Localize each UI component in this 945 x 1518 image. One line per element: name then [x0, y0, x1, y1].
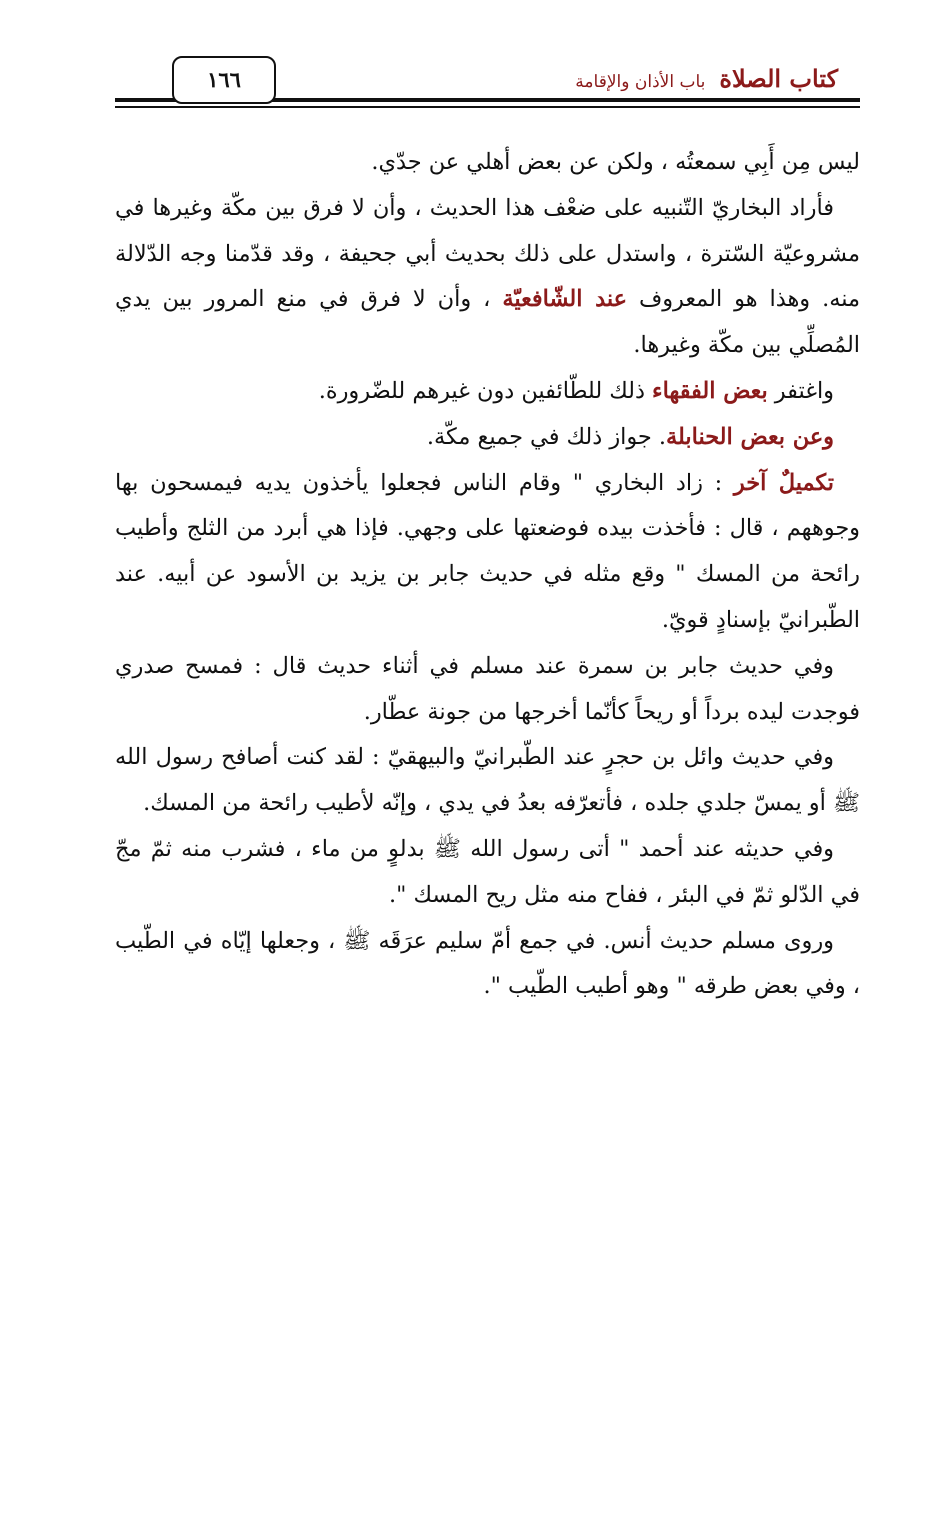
- text-segment: . جواز ذلك في جميع مكّة.: [426, 423, 666, 450]
- paragraph: [115, 140, 860, 186]
- book-title: كتاب الصلاة: [719, 64, 838, 93]
- paragraph: [115, 415, 860, 461]
- text-segment: وفي حديثه عند أحمد " أتى رسول الله ﷺ بدلوٍ من ماء ، فشرب منه ثمّ مجّ في الدّلو ثمّ في البئر ، ففاح منه مثل ريح المسك ".: [115, 835, 860, 908]
- highlighted-term: عند الشّافعيّة: [502, 286, 628, 313]
- chapter-title: باب الأذان والإقامة: [575, 72, 706, 92]
- text-segment: فأراد البخاريّ التّنبيه على ضعْف هذا الحديث ، وأن لا فرق بين مكّة وغيرها في مشروعيّة السّترة ، واستدل على ذلك بحديث أبي جحيفة ، وقد قدّمنا وجه الدّلالة منه. وهذا هو المعروف: [115, 194, 860, 313]
- paragraph: [115, 461, 860, 644]
- highlighted-term: بعض الفقهاء: [652, 377, 768, 404]
- page-number-box: [172, 56, 276, 104]
- running-title: [575, 64, 838, 93]
- paragraph: [115, 735, 860, 827]
- text-segment: ذلك للطّائفين دون غيرهم للضّرورة.: [318, 377, 653, 404]
- text-segment: ليس مِن أَبِي سمعتُه ، ولكن عن بعض أهلي عن جدّي.: [371, 149, 860, 175]
- paragraph: [115, 644, 860, 736]
- paragraph: [115, 827, 860, 919]
- paragraph: [115, 919, 860, 1011]
- paragraph: [115, 369, 860, 415]
- paragraph: [115, 186, 860, 369]
- text-segment: وفي حديث وائل بن حجرٍ عند الطّبرانيّ والبيهقيّ : لقد كنت أصافح رسول الله ﷺ أو يمسّ جلدي جلده ، فأتعرّفه بعدُ في يدي ، وإنّه لأطيب رائحة من المسك.: [115, 744, 860, 817]
- highlighted-term: تكميلٌ آخر: [733, 469, 834, 496]
- text-segment: : زاد البخاري " وقام الناس فجعلوا يأخذون يديه فيمسحون بها وجوههم ، قال : فأخذت بيده فوضعتها على وجهي. فإذا هي أبرد من الثلج وأطيب رائحة من المسك " وقع مثله في حديث جابر بن يزيد بن الأسود عن أبيه. عند الطّبرانيّ بإسنادٍ قويّ.: [115, 469, 860, 633]
- text-segment: وروى مسلم حديث أنس. في جمع أمّ سليم عرَقَه ﷺ ، وجعلها إيّاه في الطّيب ، وفي بعض طرقه " وهو أطيب الطّيب ".: [115, 927, 860, 1000]
- body-text: [115, 140, 860, 1010]
- highlighted-term: وعن بعض الحنابلة: [666, 423, 834, 450]
- text-segment: ، وأن لا فرق في منع المرور بين يدي المُصلِّي بين مكّة وغيرها.: [115, 286, 860, 359]
- text-segment: وفي حديث جابر بن سمرة عند مسلم في أثناء حديث قال : فمسح صدري فوجدت ليده برداً أو ريحاً كأنّما أخرجها من جونة عطّار.: [115, 652, 860, 725]
- page-header: [115, 50, 860, 112]
- header-rule-thin: [115, 106, 860, 108]
- text-segment: واغتفر: [767, 377, 834, 404]
- page-number: ١٦٦: [207, 67, 241, 92]
